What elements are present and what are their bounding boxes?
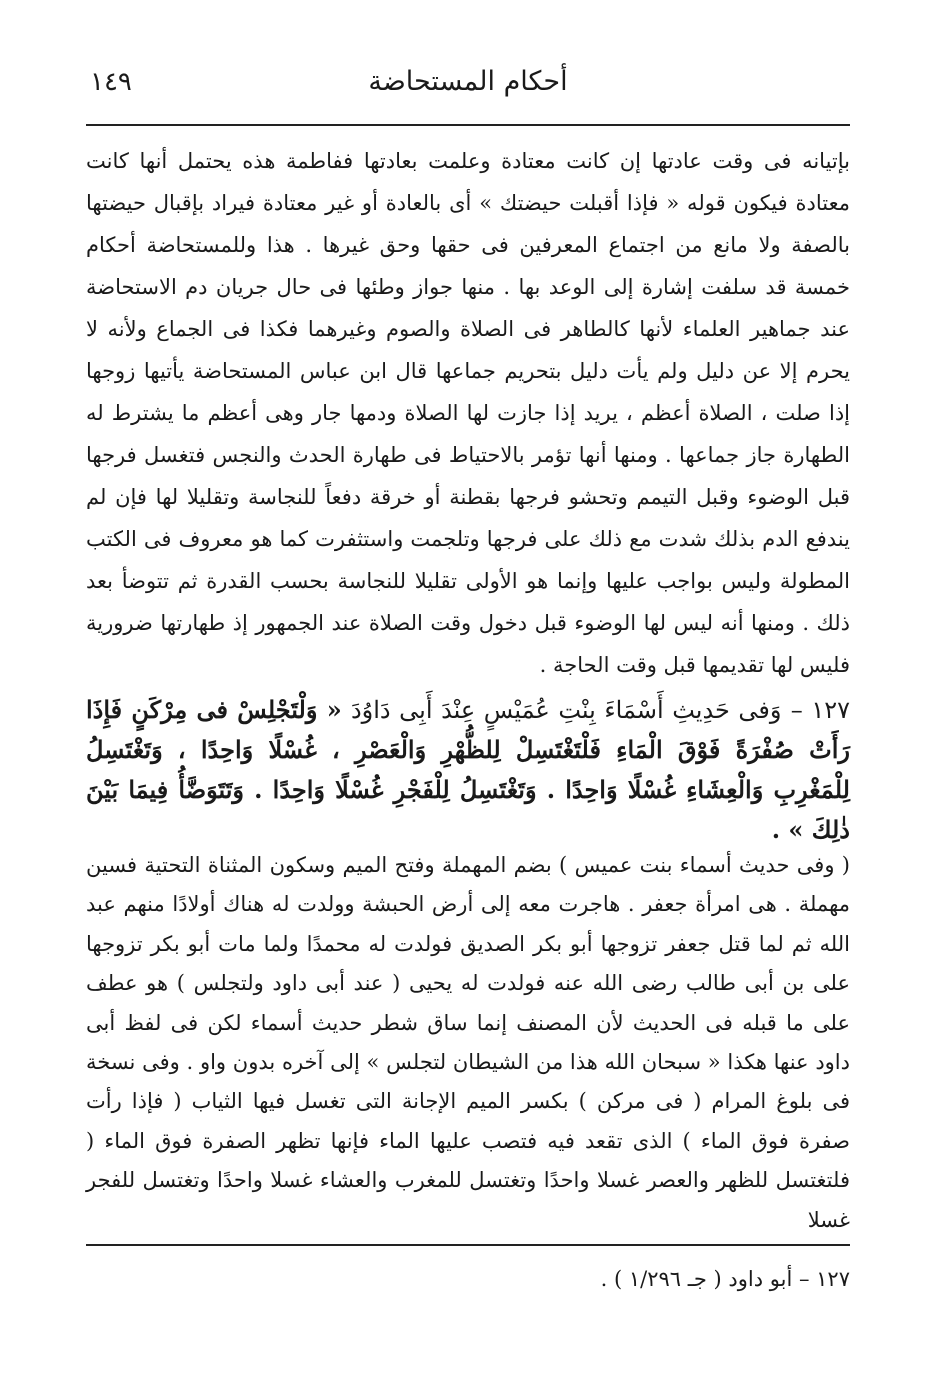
commentary-paragraph-2: ( وفى حديث أسماء بنت عميس ) بضم المهملة وفتح الميم وسكون المثناة التحتية فسين مهملة . هى امرأة جعفر . هاجرت معه إلى أرض الحبشة وولدت له هناك أولادًا منهم عبد الله ثم لما قتل جعفر تزوجها أبو بكر الصديق فولدت له محمدًا ولما مات أبو بكر تزوجها على بن أبى طالب رضى الله عنه فولدت له يحيى ( عند أبى داود ولتجلس ) هو عطف على ما قبله فى الحديث لأن المصنف إنما ساق شطر حديث أسماء لكن فى لفظ أبى داود عنها هكذا « سبحان الله هذا من الشيطان لتجلس » إلى آخره بدون واو . وفى نسخة فى بلوغ المرام ( فى مركن ) بكسر الميم الإجانة التى تغسل فيها الثياب ( فإذا رأت صفرة فوق الماء ) الذى تقعد فيه فتصب عليها الماء فإنها تظهر الصفرة فوق الماء ( فلتغتسل للظهر والعصر غسلا واحدًا وتغتسل للمغرب والعشاء غسلا واحدًا وتغتسل للفجر غسلا <box>86 853 850 1232</box>
hadith-number: ١٢٧ – <box>790 696 851 724</box>
hadith-127 <box>86 690 850 850</box>
header-divider <box>86 124 850 126</box>
page-header <box>86 62 850 114</box>
hadith-narration: وَفى حَدِيثِ أَسْمَاءَ بِنْتِ عُمَيْسٍ عِنْدَ أَبِى دَاوُدَ <box>350 696 782 724</box>
hadith-text: « وَلْتَجْلِسْ فى مِرْكَنٍ فَإِذَا رَأَتْ صُفْرَةً فَوْقَ الْمَاءِ فَلْتَغْتَسِلْ لِلظُّهْرِ وَالْعَصْرِ ، غُسْلًا وَاحِدًا ، وَتَغْتَسِلُ لِلْمَغْرِبِ وَالْعِشَاءِ غُسْلًا وَاحِدًا . وَتَغْتَسِلُ لِلْفَجْرِ غُسْلًا وَاحِدًا . وَتَتَوَضَّأُ فِيمَا بَيْنَ ذٰلِكَ » . <box>86 695 850 844</box>
running-title: أحكام المستحاضة <box>368 66 568 97</box>
footnote-divider <box>86 1244 850 1246</box>
commentary-paragraph-1: بإتيانه فى وقت عادتها إن كانت معتادة وعلمت بعادتها ففاطمة هذه يحتمل أنها كانت معتادة فيكون قوله « فإذا أقبلت حيضتك » أى بالعادة أو غير معتادة فيراد بإقبال حيضتها بالصفة ولا مانع من اجتماع المعرفين فى حقها وحق غيرها . هذا وللمستحاضة أحكام خمسة قد سلفت إشارة إلى الوعد بها . منها جواز وطئها فى حال جريان دم الاستحاضة عند جماهير العلماء لأنها كالطاهر فى الصلاة والصوم وغيرهما فكذا فى الجماع ولأنه لا يحرم إلا عن دليل ولم يأت دليل بتحريم جماعها قال ابن عباس المستحاضة يأتيها زوجها إذا صلت ، الصلاة أعظم ، يريد إذا جازت لها الصلاة ودمها جار وهى أعظم ما يشترط له الطهارة جاز جماعها . ومنها أنها تؤمر بالاحتياط فى طهارة الحدث والنجس فتغسل فرجها قبل الوضوء وقبل التيمم وتحشو فرجها بقطنة أو خرقة دفعاً للنجاسة وتقليلا لها فإن لم يندفع الدم بذلك شدت مع ذلك على فرجها وتلجمت واستثفرت كما هو معروف فى الكتب المطولة وليس بواجب عليها وإنما هو الأولى تقليلا للنجاسة بحسب القدرة ثم تتوضأ بعد ذلك . ومنها أنه ليس لها الوضوء قبل دخول وقت الصلاة عند الجمهور إذ طهارتها ضرورية فليس لها تقديمها قبل وقت الحاجة . <box>86 149 851 677</box>
page-number: ١٤٩ <box>90 67 132 97</box>
footnote: ١٢٧ – أبو داود ( جـ ١/٢٩٦ ) . <box>600 1267 850 1291</box>
